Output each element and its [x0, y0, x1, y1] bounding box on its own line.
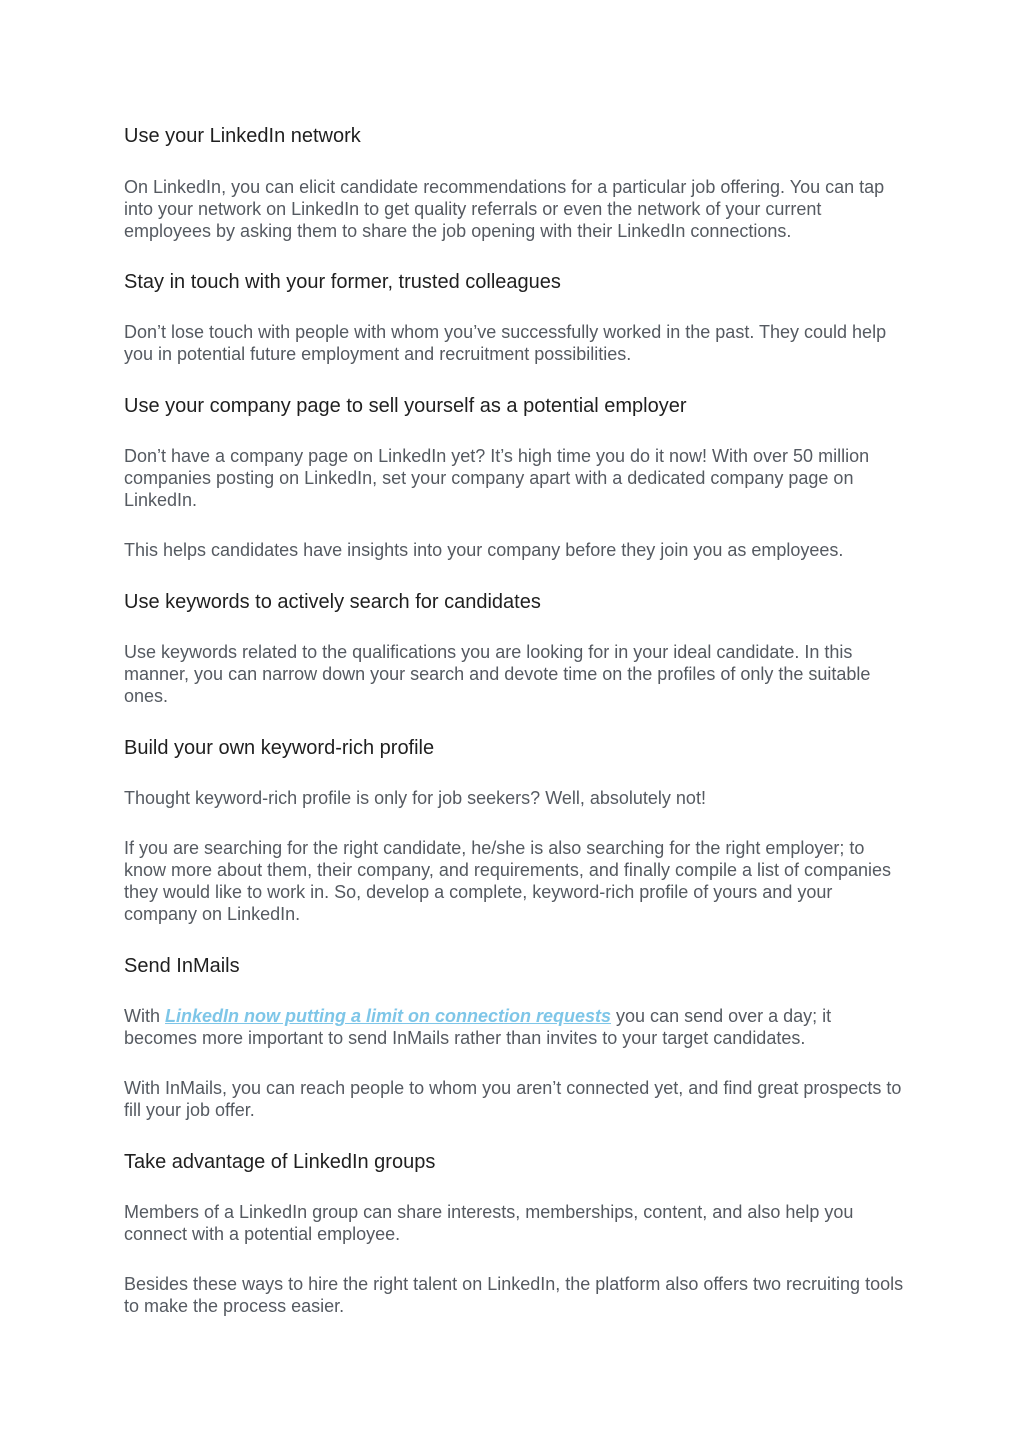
section-heading-keyword-profile: Build your own keyword-rich profile: [124, 737, 435, 759]
section-paragraph: Don’t have a company page on LinkedIn yet? It’s high time you do it now! With over 50 million companies posting on LinkedIn, set your company apart with a dedicated company page on LinkedIn.: [124, 446, 870, 510]
section-paragraph: This helps candidates have insights into your company before they join you as employees.: [124, 540, 844, 560]
connection-limit-link[interactable]: LinkedIn now putting a limit on connection requests: [165, 1006, 612, 1026]
section-heading-company-page: Use your company page to sell yourself as a potential employer: [124, 395, 687, 417]
section-heading-send-inmails: Send InMails: [124, 955, 240, 977]
section-paragraph: Members of a LinkedIn group can share interests, memberships, content, and also help you connect with a potential employee.: [124, 1202, 854, 1244]
link-paragraph-lead: With: [124, 1006, 166, 1026]
section-paragraph: Use keywords related to the qualifications you are looking for in your ideal candidate. In this manner, you can narrow down your search and devote time on the profiles of only the suitable ones.: [124, 642, 871, 706]
section-paragraph: Thought keyword-rich profile is only for job seekers? Well, absolutely not!: [124, 788, 706, 808]
section-heading-linkedin-network: Use your LinkedIn network: [124, 125, 361, 147]
section-paragraph: With InMails, you can reach people to whom you aren’t connected yet, and find great prospects to fill your job offer.: [124, 1078, 902, 1120]
section-heading-linkedin-groups: Take advantage of LinkedIn groups: [124, 1151, 436, 1173]
section-paragraph: Don’t lose touch with people with whom you’ve successfully worked in the past. They could help you in potential future employment and recruitment possibilities.: [124, 322, 887, 364]
link-paragraph-tail: you can send over a day; it becomes more important to send InMails rather than invites to your target candidates.: [124, 1006, 832, 1048]
section-paragraph: If you are searching for the right candidate, he/she is also searching for the right employer; to know more about them, their company, and requirements, and finally compile a list of companies they would like to work in. So, develop a complete, keyword-rich profile of yours and your company on LinkedIn.: [124, 838, 892, 924]
section-paragraph-with-link: [124, 1005, 904, 1049]
section-heading-keywords-search: Use keywords to actively search for candidates: [124, 591, 541, 613]
section-paragraph: Besides these ways to hire the right talent on LinkedIn, the platform also offers two recruiting tools to make the process easier.: [124, 1274, 904, 1316]
section-heading-former-colleagues: Stay in touch with your former, trusted colleagues: [124, 271, 561, 293]
section-paragraph: On LinkedIn, you can elicit candidate recommendations for a particular job offering. You can tap into your network on LinkedIn to get quality referrals or even the network of your current employees by asking them to share the job opening with their LinkedIn connections.: [124, 177, 885, 241]
